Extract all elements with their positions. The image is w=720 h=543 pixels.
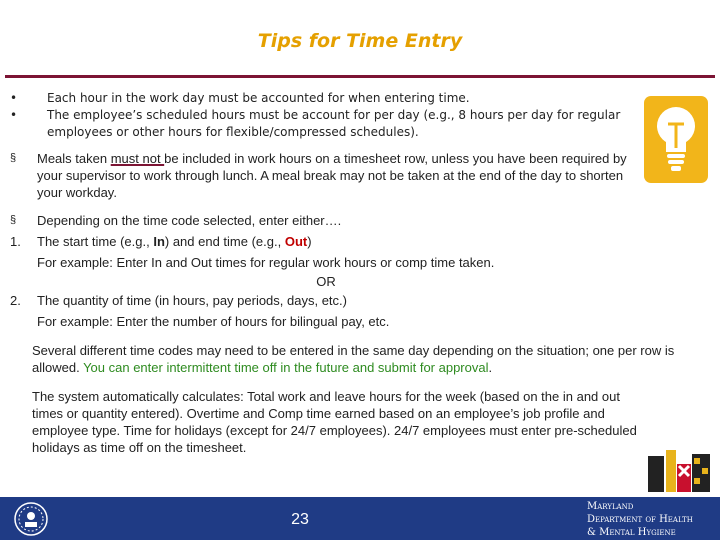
system-calculates-note: The system automatically calculates: Total work and leave hours for the week (based on the in and out times or quantity entered). Overtime and Comp time earned based on an employee’s job profile and employee type. Time for holidays (except for 24/7 employees). 24/7 employees must enter pre-scheduled holidays as time off on the timesheet. [32, 389, 637, 455]
list-item [10, 107, 630, 141]
page-title: Tips for Time Entry [257, 30, 463, 52]
list-item [10, 90, 630, 107]
square-bullet: § [10, 152, 17, 164]
item-text: ) and end time (e.g., [164, 234, 285, 249]
bullet-marker: • [10, 91, 18, 105]
org-line: Department of Health [587, 514, 693, 525]
item-text: The quantity of time (in hours, pay periods, days, etc.) [37, 293, 347, 308]
bullet-marker: • [10, 108, 18, 122]
item-number: 1. [10, 234, 21, 249]
item-2-example: For example: Enter the number of hours for bilingual pay, etc. [37, 314, 390, 329]
lightbulb-icon [644, 96, 708, 183]
time-code-item-2 [10, 292, 635, 309]
org-name [587, 500, 717, 539]
maryland-flag-logo [646, 446, 712, 494]
meals-bullet [10, 150, 635, 201]
time-code-intro [10, 212, 635, 229]
or-label: OR [316, 274, 336, 289]
bullet-text: Each hour in the work day must be accounted for when entering time. [47, 91, 470, 105]
meals-rest: be included in work hours on a timesheet row, unless you have been required by your supervisor to work through lunch. A meal break may not be taken at the end of the day to shorten your workday. [37, 151, 627, 200]
item-text: ) [307, 234, 312, 249]
intro-text: Depending on the time code selected, enter either…. [37, 213, 342, 228]
meals-emphasis: must not [110, 151, 165, 166]
org-line: & Mental Hygiene [587, 527, 676, 538]
bullet-text: The employee’s scheduled hours must be account for per day (e.g., 8 hours per day for regular employees or other hours for flexible/compressed schedules). [47, 108, 621, 139]
meals-prefix: Meals taken [37, 151, 111, 166]
item-number: 2. [10, 293, 21, 308]
future-time-off-note: You can enter intermittent time off in the future and submit for approval [83, 360, 489, 375]
title-divider [5, 75, 715, 78]
accounting-bullets [10, 90, 630, 141]
org-line: Maryland [587, 501, 634, 512]
in-label: In [153, 234, 165, 249]
out-label: Out [284, 234, 308, 249]
lightbulb-graphic [644, 96, 708, 183]
item-text: The start time (e.g., [37, 234, 154, 249]
several-codes-note [32, 342, 692, 376]
item-1-example: For example: Enter In and Out times for regular work hours or comp time taken. [37, 255, 495, 270]
note-text: Several different time codes may need to be entered in the same day depending on the situation; one per row is allowed. [32, 343, 675, 375]
time-code-item-1 [10, 233, 635, 250]
page-number: 23 [291, 511, 309, 528]
square-bullet: § [10, 214, 17, 226]
note-end: . [488, 360, 493, 375]
state-seal-icon [12, 500, 50, 538]
